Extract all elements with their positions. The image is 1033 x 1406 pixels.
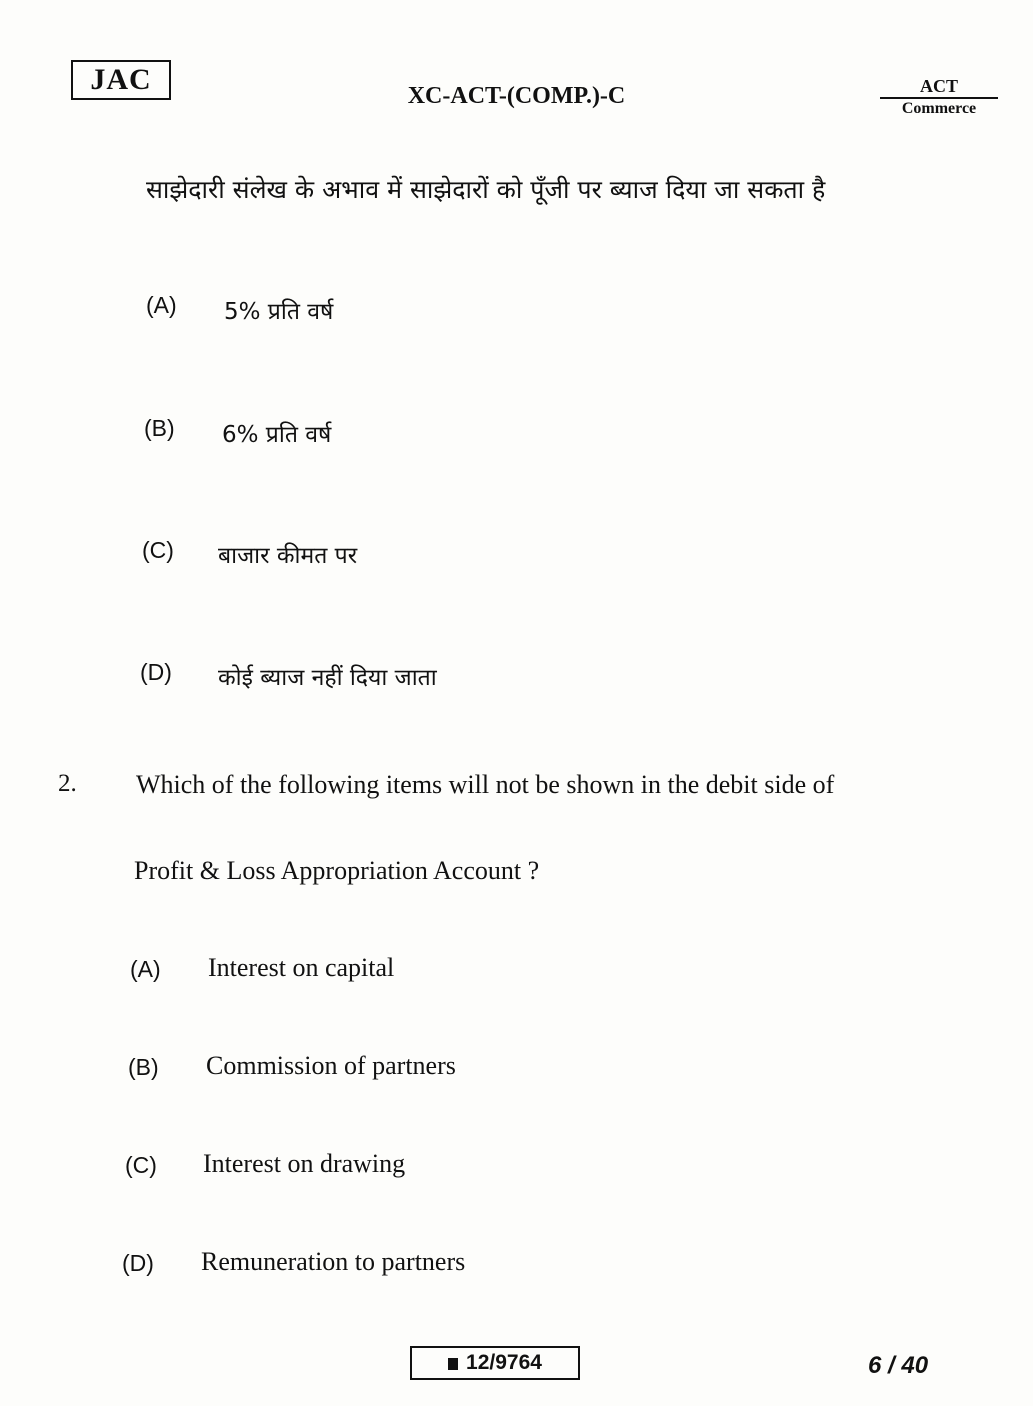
q2-text-line2: Profit & Loss Appropriation Account ? [134,856,540,885]
page-number: 6 / 40 [868,1352,929,1379]
q2-option-b-label: (B) [128,1054,159,1080]
q2-option-d-label: (D) [122,1250,154,1276]
booklet-code: 12/9764 [466,1351,542,1374]
q1-option-d-label: (D) [140,659,172,685]
q1-option-d-text: कोई ब्याज नहीं दिया जाता [218,665,437,691]
q1-option-c-text: बाजार कीमत पर [218,543,358,569]
q2-number: 2. [58,770,77,797]
q1-option-c-label: (C) [142,537,174,563]
q1-text: साझेदारी संलेख के अभाव में साझेदारों को पूँजी पर ब्याज दिया जा सकता है [146,175,826,204]
subject-abbr: ACT [919,76,958,96]
subject-divider [880,97,998,99]
q2-option-c-text: Interest on drawing [203,1149,406,1178]
q2-option-d-text: Remuneration to partners [201,1247,466,1276]
board-logo-box: JAC [71,60,171,100]
q2-option-b-text: Commission of partners [206,1051,456,1080]
booklet-code-box [410,1346,580,1380]
q2-option-c-label: (C) [125,1152,157,1178]
q1-option-b-text: 6% प्रति वर्ष [222,422,332,448]
subject-badge [880,76,998,118]
paper-code: XC-ACT-(COMP.)-C [407,83,626,109]
q1-option-a-text: 5% प्रति वर्ष [224,299,334,325]
q2-option-a-label: (A) [130,956,161,982]
q2-text-line1: Which of the following items will not be shown in the debit side of [136,770,835,799]
q2-option-a-text: Interest on capital [208,953,395,982]
square-bullet-icon [448,1358,458,1370]
subject-name: Commerce [901,100,977,117]
q1-option-b-label: (B) [144,415,175,441]
q1-option-a-label: (A) [146,292,177,318]
